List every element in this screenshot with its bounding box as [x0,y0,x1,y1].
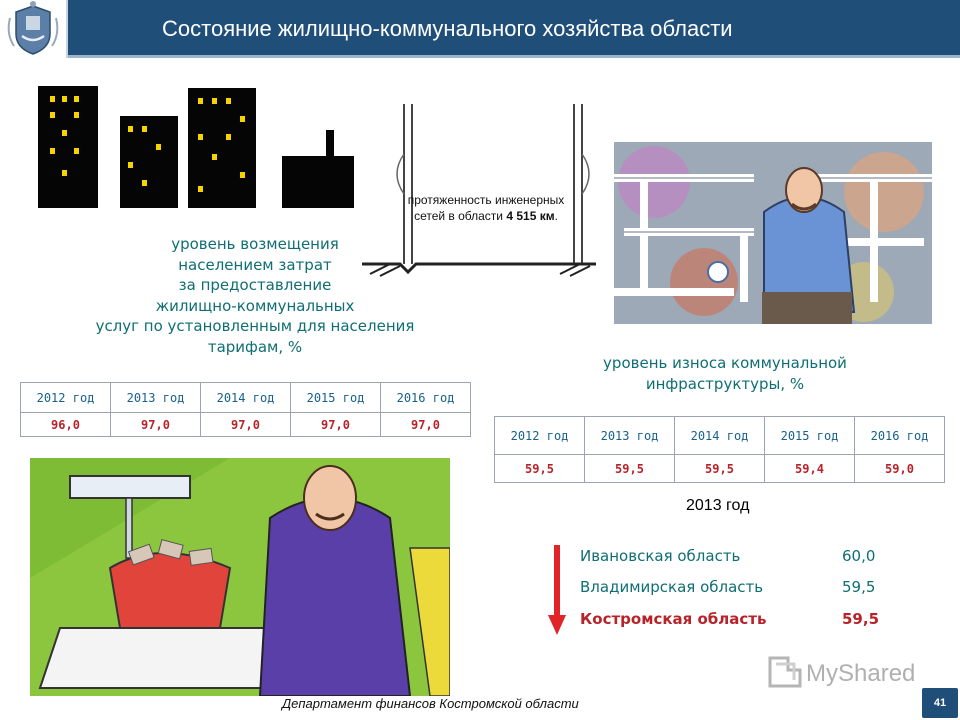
coverage-caption [40,234,470,357]
value-cell: 59,5 [675,455,765,483]
wear-caption [585,353,865,394]
page-title: Состояние жилищно-коммунального хозяйства области [162,16,733,41]
year-header-cell: 2014 год [675,417,765,455]
page-number-badge: 41 [922,688,958,718]
value-cell: 59,5 [495,455,585,483]
year-header-cell: 2016 год [381,383,471,413]
region-value: 60,0 [842,547,876,565]
value-cell: 97,0 [111,413,201,437]
table-row [21,413,471,437]
region-name: Ивановская область [580,547,741,565]
cashier-cartoon-image [30,458,450,700]
caption-line: населением затрат [178,255,332,274]
year-header-cell: 2012 год [21,383,111,413]
value-cell: 97,0 [381,413,471,437]
caption-line: инфраструктуры, % [645,374,805,393]
coat-of-arms-logo [0,0,68,58]
caption-line: жилищно-коммунальных [155,296,355,315]
value-cell: 59,0 [855,455,945,483]
year-header-cell: 2015 год [765,417,855,455]
caption-line: уровень износа коммунальной [603,354,847,372]
ranking-row [580,578,890,604]
ranking-year-label: 2013 год [686,497,750,514]
myshared-watermark-logo [768,654,936,694]
region-value: 59,5 [842,610,880,628]
plumber-cartoon-image [614,142,932,328]
year-header-cell: 2013 год [585,417,675,455]
year-header-cell: 2013 год [111,383,201,413]
value-cell: 96,0 [21,413,111,437]
footer-department: Департамент финансов Костромской области [282,696,579,711]
caption-line: уровень возмещения [171,235,339,253]
year-header-cell: 2012 год [495,417,585,455]
caption-line: услуг по установленным для населения [95,317,415,335]
value-cell: 97,0 [291,413,381,437]
caption-line: за предоставление [178,276,332,294]
year-header-cell: 2014 год [201,383,291,413]
region-name: Владимирская область [580,578,764,596]
year-header-cell: 2015 год [291,383,381,413]
year-header-cell: 2016 год [855,417,945,455]
network-length-text: протяженность инженерных сетей в области 4 515 км. [407,193,565,223]
arrow-down-icon [548,545,566,641]
wear-table [494,416,945,483]
city-skyline-image [36,86,356,212]
region-name: Костромская область [580,610,767,628]
coverage-table [20,382,471,437]
ranking-row [580,547,890,573]
table-row [495,455,945,483]
region-value: 59,5 [842,578,876,596]
value-cell: 97,0 [201,413,291,437]
ranking-row-highlighted [580,610,890,636]
value-cell: 59,4 [765,455,855,483]
value-cell: 59,5 [585,455,675,483]
table-header-row [495,417,945,455]
header-bar [0,0,960,58]
caption-line: тарифам, % [207,337,303,356]
table-header-row [21,383,471,413]
svg-text:MyShared: MyShared [806,660,916,687]
